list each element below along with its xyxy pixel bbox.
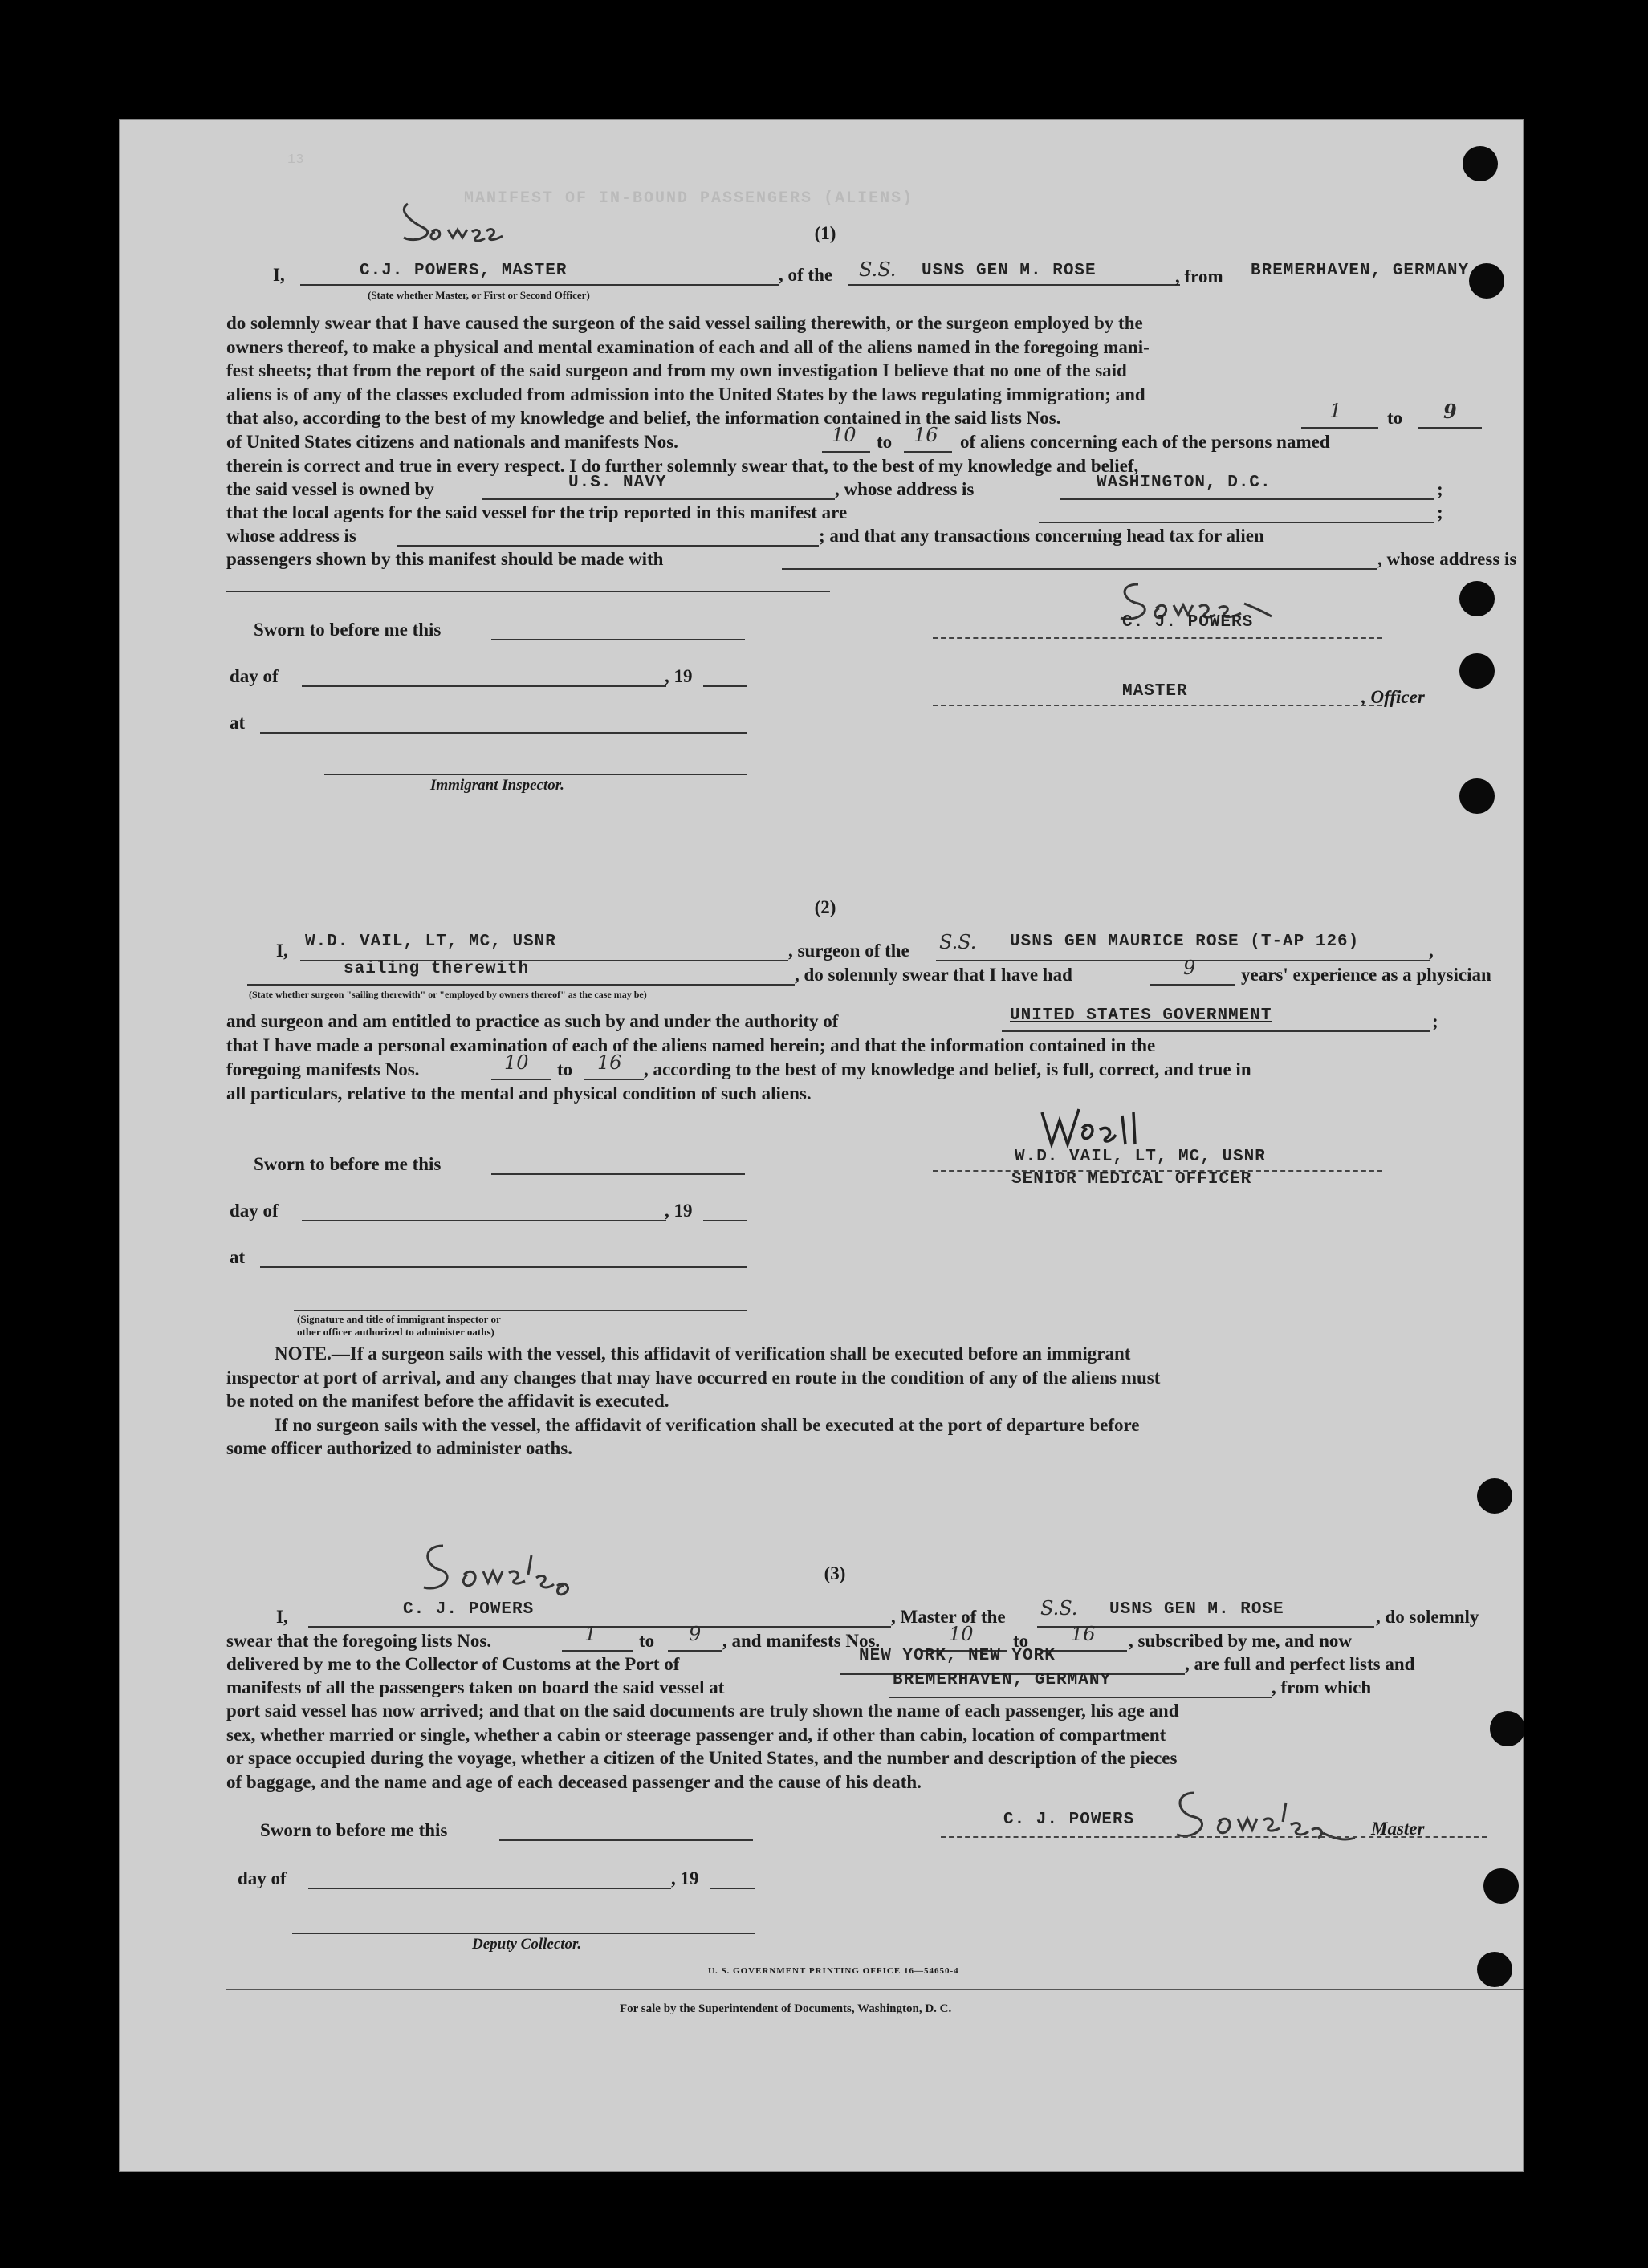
s3-man-from: 10 <box>949 1623 974 1645</box>
s3-line-3b: , are full and perfect lists and <box>1185 1654 1415 1674</box>
s3-day-of: day of <box>238 1868 287 1888</box>
s2-at-line <box>260 1266 747 1268</box>
lists-to-line <box>1418 427 1482 429</box>
lists-from: 1 <box>1329 400 1342 422</box>
s1-line-6b: of aliens concerning each of the persons named <box>960 432 1330 452</box>
sailing-therewith: sailing therewith <box>344 960 530 978</box>
authority: UNITED STATES GOVERNMENT <box>1010 1006 1272 1025</box>
s2-from-line <box>491 1079 551 1080</box>
s2-year-line <box>703 1220 747 1221</box>
s2-caption: (State whether surgeon "sailing therewith" or "employed by owners thereof" as the case may be) <box>249 989 647 1000</box>
s3-solemnly: , do solemnly <box>1376 1607 1479 1627</box>
s3-line-7: or space occupied during the voyage, whether a citizen of the United States, and the number and description of the pieces <box>226 1748 1178 1768</box>
s3-sworn-line <box>499 1839 753 1841</box>
s2-line-5a: foregoing manifests Nos. <box>226 1059 420 1079</box>
owner-address: WASHINGTON, D.C. <box>1097 474 1272 492</box>
s2-to: to <box>557 1059 573 1079</box>
s3-vessel-name: USNS GEN M. ROSE <box>1109 1600 1284 1619</box>
s2-line-6: all particulars, relative to the mental and physical condition of such aliens. <box>226 1083 812 1104</box>
s1-line-7: therein is correct and true in every respect. I do further solemnly swear that, to the best of my knowledge and belief, <box>226 456 1139 476</box>
s3-lists-to: 9 <box>689 1623 702 1645</box>
s1-line-10b: ; and that any transactions concerning head tax for alien <box>819 526 1264 546</box>
s1-sworn-line <box>491 639 745 640</box>
s3-19: , 19 <box>671 1868 699 1888</box>
s2-day-line <box>302 1220 666 1221</box>
sailing-line <box>247 984 795 986</box>
officer-label: , Officer <box>1361 687 1425 707</box>
section-2-number: (2) <box>814 897 836 917</box>
authority-line <box>1002 1030 1430 1032</box>
s3-line-2c: , subscribed by me, and now <box>1129 1631 1352 1651</box>
s3-line-2b: , and manifests Nos. <box>722 1631 881 1651</box>
s3-master-name: C. J. POWERS <box>403 1600 535 1619</box>
head-tax-address-line <box>226 591 830 592</box>
s2-sig-caption-2: other officer authorized to administer oaths) <box>297 1326 494 1338</box>
s3-sworn: Sworn to before me this <box>260 1820 448 1840</box>
s2-day-of: day of <box>230 1201 279 1221</box>
s3-line-5: port said vessel has now arrived; and that on the said documents are truly shown the name of each passenger, his age and <box>226 1701 1179 1721</box>
note-line-4: If no surgeon sails with the vessel, the affidavit of verification shall be executed at the port of departure before <box>275 1414 1140 1435</box>
binder-hole-7 <box>1490 1711 1524 1746</box>
manifests-to: 16 <box>914 424 938 446</box>
note-line-1: NOTE.—If a surgeon sails with the vessel, this affidavit of verification shall be executed before an immigrant <box>275 1343 1131 1364</box>
manifest-page <box>119 119 1524 2172</box>
s3-lists-from-line <box>562 1650 633 1652</box>
of-the-label: , of the <box>779 265 833 285</box>
from-label: , from <box>1175 266 1223 287</box>
s2-at: at <box>230 1247 246 1267</box>
s1-rank-typed: MASTER <box>1122 682 1188 701</box>
s3-to-1: to <box>639 1631 655 1651</box>
binder-hole-9 <box>1477 1952 1512 1987</box>
s3-year-line <box>710 1888 755 1889</box>
bleed-header: MANIFEST OF IN-BOUND PASSENGERS (ALIENS) <box>464 189 914 208</box>
s1-line-2: owners thereof, to make a physical and mental examination of each and all of the aliens named in the foregoing mani- <box>226 336 1150 357</box>
section-3-number: (3) <box>824 1563 846 1583</box>
s1-line-6a: of United States citizens and nationals and manifests Nos. <box>226 432 678 452</box>
embark-line <box>889 1697 1272 1698</box>
semi-1: ; <box>1437 479 1443 499</box>
s1-day-line <box>302 685 666 687</box>
s1-year-line <box>703 685 747 687</box>
s2-note <box>226 1342 1524 1461</box>
s1-line-11b: , whose address is <box>1377 549 1517 569</box>
s3-master-of: , Master of the <box>891 1607 1006 1627</box>
master-name-line <box>300 284 779 286</box>
s1-line-11a: passengers shown by this manifest should be made with <box>226 549 664 569</box>
manifests-from-line <box>822 451 870 453</box>
lists-from-line <box>1301 427 1378 429</box>
years: 9 <box>1183 957 1196 979</box>
agent-address-line <box>397 545 819 547</box>
section-1-i: I, <box>273 265 285 285</box>
vessel-name-line <box>848 284 1180 286</box>
vessel-prefix-handwritten: S.S. <box>859 258 897 281</box>
binder-hole-6 <box>1477 1478 1512 1514</box>
s3-line-4a: manifests of all the passengers taken on board the said vessel at <box>226 1677 725 1697</box>
s1-at: at <box>230 713 246 733</box>
note-line-5: some officer authorized to administer oaths. <box>226 1438 572 1458</box>
s2-title-typed: SENIOR MEDICAL OFFICER <box>1011 1170 1252 1189</box>
s2-vessel-prefix: S.S. <box>939 931 977 953</box>
s2-line-4: that I have made a personal examination of each of the aliens named herein; and that the information contained in the <box>226 1035 1156 1055</box>
s2-from: 10 <box>504 1051 529 1074</box>
s3-body <box>226 1699 1524 1794</box>
s1-line-1: do solemnly swear that I have caused the surgeon of the said vessel sailing therewith, or the surgeon employed by the <box>226 313 1143 333</box>
lists-to: 9 <box>1443 400 1457 423</box>
surgeon-name: W.D. VAIL, LT, MC, USNR <box>305 933 556 951</box>
s2-sig-typed: W.D. VAIL, LT, MC, USNR <box>1015 1148 1266 1166</box>
section-3-i: I, <box>276 1607 288 1627</box>
s1-sig-typed: C. J. POWERS <box>1122 613 1254 632</box>
s3-line-6: sex, whether married or single, whether a cabin or steerage passenger and, if other than cabin, location of compartment <box>226 1724 1166 1745</box>
inspector-caption: Immigrant Inspector. <box>430 777 564 794</box>
s3-lists-to-line <box>668 1650 722 1652</box>
binder-hole-3 <box>1459 581 1495 616</box>
manifests-from: 10 <box>832 424 857 446</box>
binder-hole-2 <box>1469 263 1504 299</box>
s3-line-2a: swear that the foregoing lists Nos. <box>226 1631 492 1651</box>
s2-sworn-line <box>491 1173 745 1175</box>
to-1: to <box>1387 408 1403 428</box>
s3-master-label: Master <box>1371 1819 1425 1839</box>
semi-2: ; <box>1437 502 1443 522</box>
binder-hole-1 <box>1463 146 1498 181</box>
s1-day-of: day of <box>230 666 279 686</box>
from-port: BREMERHAVEN, GERMANY <box>1251 262 1470 280</box>
s2-vessel-name: USNS GEN MAURICE ROSE (T-AP 126) <box>1010 933 1360 951</box>
port: NEW YORK, NEW YORK <box>859 1647 1056 1665</box>
s3-master-line <box>308 1626 891 1628</box>
powers-signature-3 <box>408 1534 616 1610</box>
s2-to-no: 16 <box>597 1051 622 1074</box>
s1-at-line <box>260 732 747 734</box>
years-line <box>1150 984 1235 986</box>
s3-line-3a: delivered by me to the Collector of Customs at the Port of <box>226 1654 680 1674</box>
s3-lists-from: 1 <box>584 1623 597 1645</box>
binder-hole-5 <box>1459 778 1495 814</box>
s1-19: , 19 <box>665 666 693 686</box>
footer-sale: For sale by the Superintendent of Documents, Washington, D. C. <box>620 2002 952 2015</box>
s2-line-3a: and surgeon and am entitled to practice as such by and under the authority of <box>226 1011 839 1031</box>
s3-line-4b: , from which <box>1272 1677 1372 1697</box>
s3-sig-typed: C. J. POWERS <box>1003 1811 1135 1829</box>
to-2: to <box>877 432 893 452</box>
years-exp: years' experience as a physician <box>1241 965 1491 985</box>
note-line-2: inspector at port of arrival, and any changes that may have occurred en route in the condition of any of the aliens must <box>226 1367 1161 1388</box>
binder-hole-8 <box>1483 1868 1519 1904</box>
printing-office: U. S. GOVERNMENT PRINTING OFFICE 16—54650-4 <box>708 1966 959 1976</box>
s1-line-5: that also, according to the best of my knowledge and belief, the information contained in the said lists Nos. <box>226 408 1061 428</box>
s1-rank-line <box>933 705 1382 706</box>
s3-day-line <box>308 1888 671 1889</box>
s2-line-5b: , according to the best of my knowledge and belief, is full, correct, and true in <box>644 1059 1251 1079</box>
manifests-to-line <box>904 451 952 453</box>
s1-line-3: fest sheets; that from the report of the said surgeon and from my own investigation I believe that no one of the said <box>226 360 1127 380</box>
surgeon-of-the: , surgeon of the <box>788 941 909 961</box>
s2-to-line <box>584 1079 644 1080</box>
master-caption: (State whether Master, or First or Second Officer) <box>368 289 590 301</box>
s3-man-to: 16 <box>1071 1623 1096 1645</box>
embark-port: BREMERHAVEN, GERMANY <box>893 1671 1112 1689</box>
section-1-number: (1) <box>814 223 836 243</box>
owner-line <box>482 498 835 500</box>
collector-caption: Deputy Collector. <box>472 1936 582 1953</box>
s2-sig-caption-line <box>294 1310 747 1311</box>
section-1-body <box>226 311 1524 406</box>
s2-semi: ; <box>1432 1011 1438 1031</box>
s1-line-9: that the local agents for the said vessel for the trip reported in this manifest are <box>226 502 848 522</box>
powers-signature-1 <box>392 188 512 262</box>
footer-rule <box>226 1989 1524 1990</box>
s1-line-8a: the said vessel is owned by <box>226 479 434 499</box>
s1-sig-line <box>933 637 1382 639</box>
s3-line-8: of baggage, and the name and age of each deceased passenger and the cause of his death. <box>226 1771 922 1792</box>
agents-line <box>1039 522 1434 523</box>
section-2-i: I, <box>276 941 288 961</box>
s2-comma: , <box>1429 941 1434 961</box>
s2-sworn: Sworn to before me this <box>254 1154 442 1174</box>
note-line-3: be noted on the manifest before the affidavit is executed. <box>226 1391 669 1411</box>
owner-address-line <box>1060 498 1434 500</box>
master-name: C.J. POWERS, MASTER <box>360 262 568 280</box>
s1-line-8b: , whose address is <box>835 479 975 499</box>
vessel-name: USNS GEN M. ROSE <box>922 262 1097 280</box>
s1-sworn: Sworn to before me this <box>254 620 442 640</box>
powers-signature-4 <box>1162 1782 1371 1857</box>
binder-hole-4 <box>1459 653 1495 689</box>
bleed-page-number: 13 <box>287 152 304 168</box>
s3-vessel-prefix: S.S. <box>1040 1597 1078 1620</box>
s1-line-10a: whose address is <box>226 526 356 546</box>
s2-19: , 19 <box>665 1201 693 1221</box>
s3-to-2: to <box>1013 1631 1029 1651</box>
s1-line-4: aliens is of any of the classes excluded from admission into the United States by the laws regulating immigration; and <box>226 384 1145 404</box>
s2-sig-caption-1: (Signature and title of immigrant inspector or <box>297 1313 501 1325</box>
s2-swear: , do solemnly swear that I have had <box>795 965 1072 985</box>
owner: U.S. NAVY <box>568 474 667 492</box>
